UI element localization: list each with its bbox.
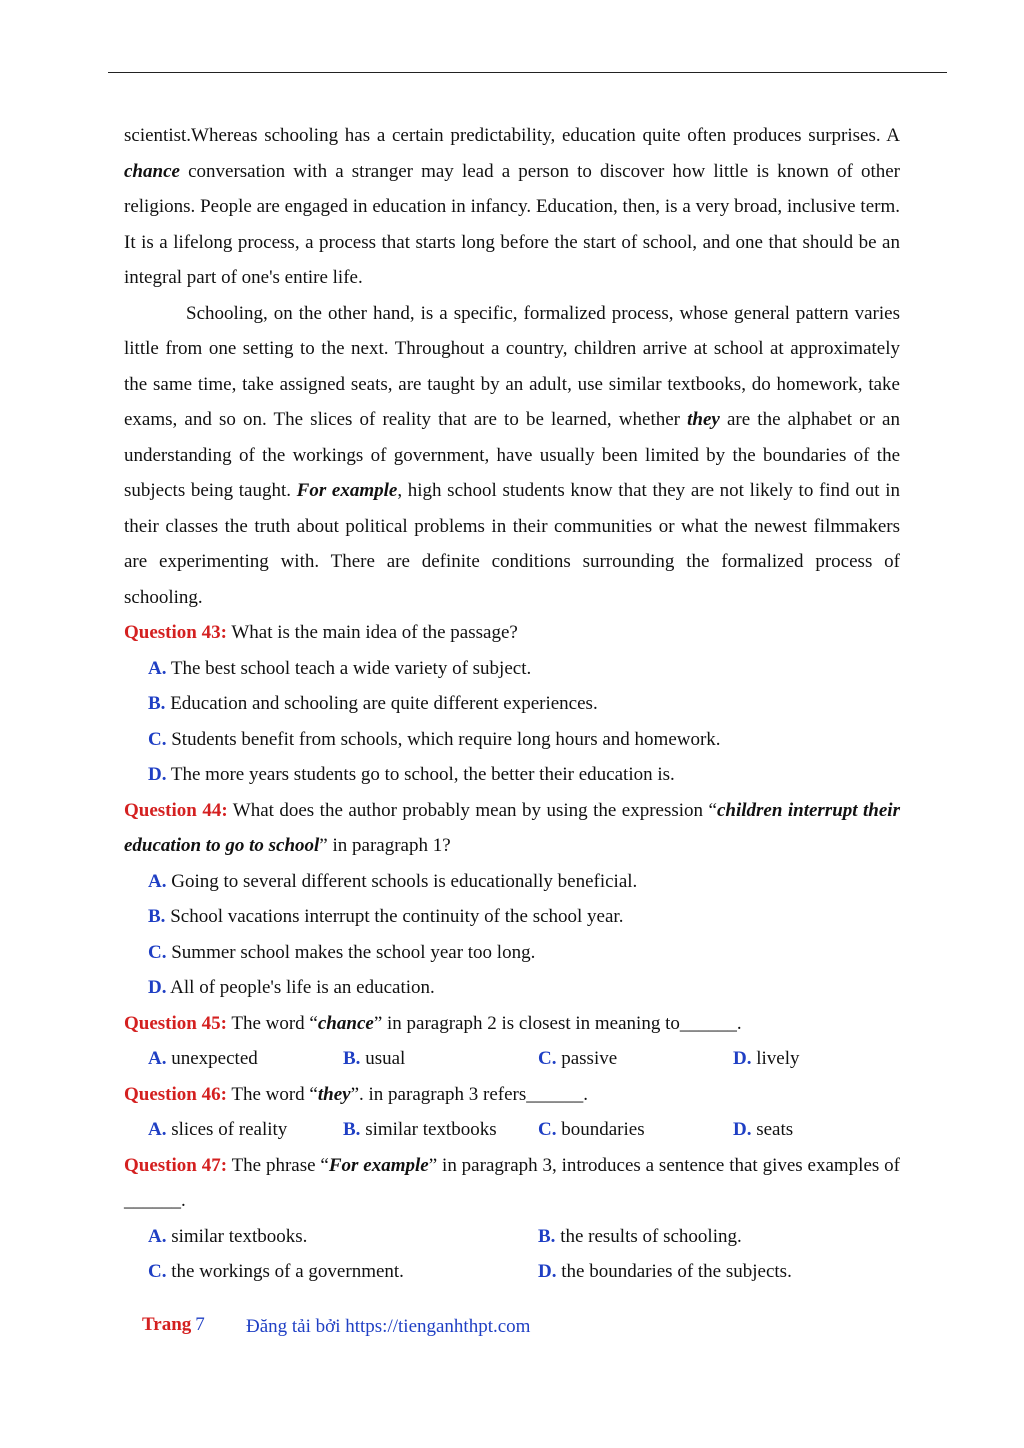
option-text: the results of schooling. [555,1225,742,1247]
option-text: usual [360,1048,406,1069]
option-letter: A. [148,870,167,892]
option-letter: B. [343,1048,361,1069]
option [148,1041,343,1077]
passage-paragraph [124,118,900,296]
page-number: 7 [195,1314,205,1335]
question-text: The word “ [226,1012,318,1034]
question-text: What is the main idea of the passage? [226,622,518,643]
option [148,1254,538,1290]
option-text: Education and schooling are quite different experiences. [165,693,598,714]
page-label: Trang [142,1314,192,1335]
highlight-word: For example [296,480,398,501]
question-text: What does the author probably mean by using the expression “ [227,799,717,821]
option-letter: D. [538,1261,557,1282]
question-label: Question 47: [124,1154,228,1176]
passage-text: scientist.Whereas schooling has a certain predictability, education quite often produces surprises. A [124,125,900,146]
question-44 [124,793,900,864]
option-text: similar textbooks. [166,1225,308,1247]
passage-paragraph [124,296,900,616]
options-row [124,1219,900,1255]
option [124,757,900,793]
highlight-word: they [687,409,720,430]
question-label: Question 44: [124,799,228,821]
option-letter: D. [733,1048,752,1069]
question-label: Question 45: [124,1012,227,1034]
question-text: ”. in paragraph 3 refers______. [350,1083,589,1105]
option [343,1112,538,1148]
option-text: The more years students go to school, the better their education is. [166,764,675,785]
question-43 [124,615,900,651]
option-text: similar textbooks [360,1119,497,1140]
passage-text: , high school students know that they are not likely to find out in their classes the truth about political problems in their communities or what the newest filmmakers are experimenting with. There are definite conditions surrounding the formalized process of schooling. [124,480,900,608]
option [124,935,900,971]
option-text: unexpected [166,1048,258,1069]
quoted-word: they [317,1083,351,1105]
option-letter: B. [538,1225,556,1247]
option-text: Summer school makes the school year too long. [166,941,536,963]
option-letter: B. [343,1119,361,1140]
option [343,1041,538,1077]
option [538,1219,928,1255]
option [124,722,900,758]
document-body [124,118,900,1290]
option-text: passive [556,1048,618,1069]
option [733,1112,928,1148]
option [124,686,900,722]
option-letter: A. [148,1048,167,1069]
option-letter: C. [148,941,167,963]
passage-text: are the alphabet or an understanding of the workings of government, have usually been limited by the boundaries of the subjects being taught. [124,409,900,501]
option [124,864,900,900]
option [538,1254,928,1290]
header-rule [108,72,947,73]
uploaded-by-link[interactable]: Đăng tải bởi https://tienganhthpt.com [246,1316,531,1337]
option-text: boundaries [556,1119,645,1140]
question-45 [124,1006,900,1042]
option [124,899,900,935]
question-text: ” in paragraph 3, introduces a sentence that gives examples of ______. [124,1154,900,1211]
option-letter: A. [148,657,167,679]
passage-text: conversation with a stranger may lead a person to discover how little is known of other religions. People are engaged in education in infancy. Education, then, is a very broad, inclusive term. It is a lifelong process, a process that starts long before the start of school, and one that should be an integral part of one's entire life. [124,160,900,288]
page-footer [142,1314,205,1336]
option-text: The best school teach a wide variety of subject. [166,657,532,679]
question-text: ” in paragraph 1? [319,835,451,856]
option-text: seats [751,1119,794,1140]
option [733,1041,928,1077]
options-row [124,1112,900,1148]
options-row [124,1254,900,1290]
passage-text: Schooling, on the other hand, is a specific, formalized process, whose general pattern varies little from one setting to the next. Throughout a country, children arrive at school at approximately the same time, take assigned seats, are taught by an adult, use similar textbooks, do homework, take exams, and so on. The slices of reality that are to be learned, whether [124,302,900,430]
highlight-word: chance [124,160,180,182]
option [148,1112,343,1148]
option-text: the boundaries of the subjects. [556,1261,792,1282]
option-letter: D. [148,764,167,785]
question-text: The word “ [226,1083,318,1105]
option-letter: D. [733,1119,752,1140]
option-letter: B. [148,693,166,714]
option-letter: B. [148,906,166,927]
question-text: The phrase “ [227,1154,329,1176]
option-letter: D. [148,977,167,998]
option [538,1041,733,1077]
option-text: Students benefit from schools, which require long hours and homework. [166,728,721,750]
option [124,970,900,1006]
option-letter: A. [148,1225,167,1247]
option-letter: C. [148,728,167,750]
question-46 [124,1077,900,1113]
question-text: ” in paragraph 2 is closest in meaning to______. [373,1012,742,1034]
option-text: the workings of a government. [166,1261,404,1282]
option [124,651,900,687]
option-text: slices of reality [166,1119,288,1140]
option-text: lively [751,1048,800,1069]
quoted-phrase: For example [328,1154,429,1176]
option-text: Going to several different schools is educationally beneficial. [166,870,638,892]
quoted-word: chance [317,1012,374,1034]
option [538,1112,733,1148]
option-letter: C. [538,1048,557,1069]
question-label: Question 46: [124,1083,227,1105]
option-letter: A. [148,1119,167,1140]
option-text: School vacations interrupt the continuity of the school year. [165,906,624,927]
question-label: Question 43: [124,622,227,643]
option-letter: C. [538,1119,557,1140]
option-text: All of people's life is an education. [166,977,435,998]
option-letter: C. [148,1261,167,1282]
quoted-expression: children interrupt their education to go to school [124,799,900,856]
options-row [124,1041,900,1077]
option [148,1219,538,1255]
question-47 [124,1148,900,1219]
